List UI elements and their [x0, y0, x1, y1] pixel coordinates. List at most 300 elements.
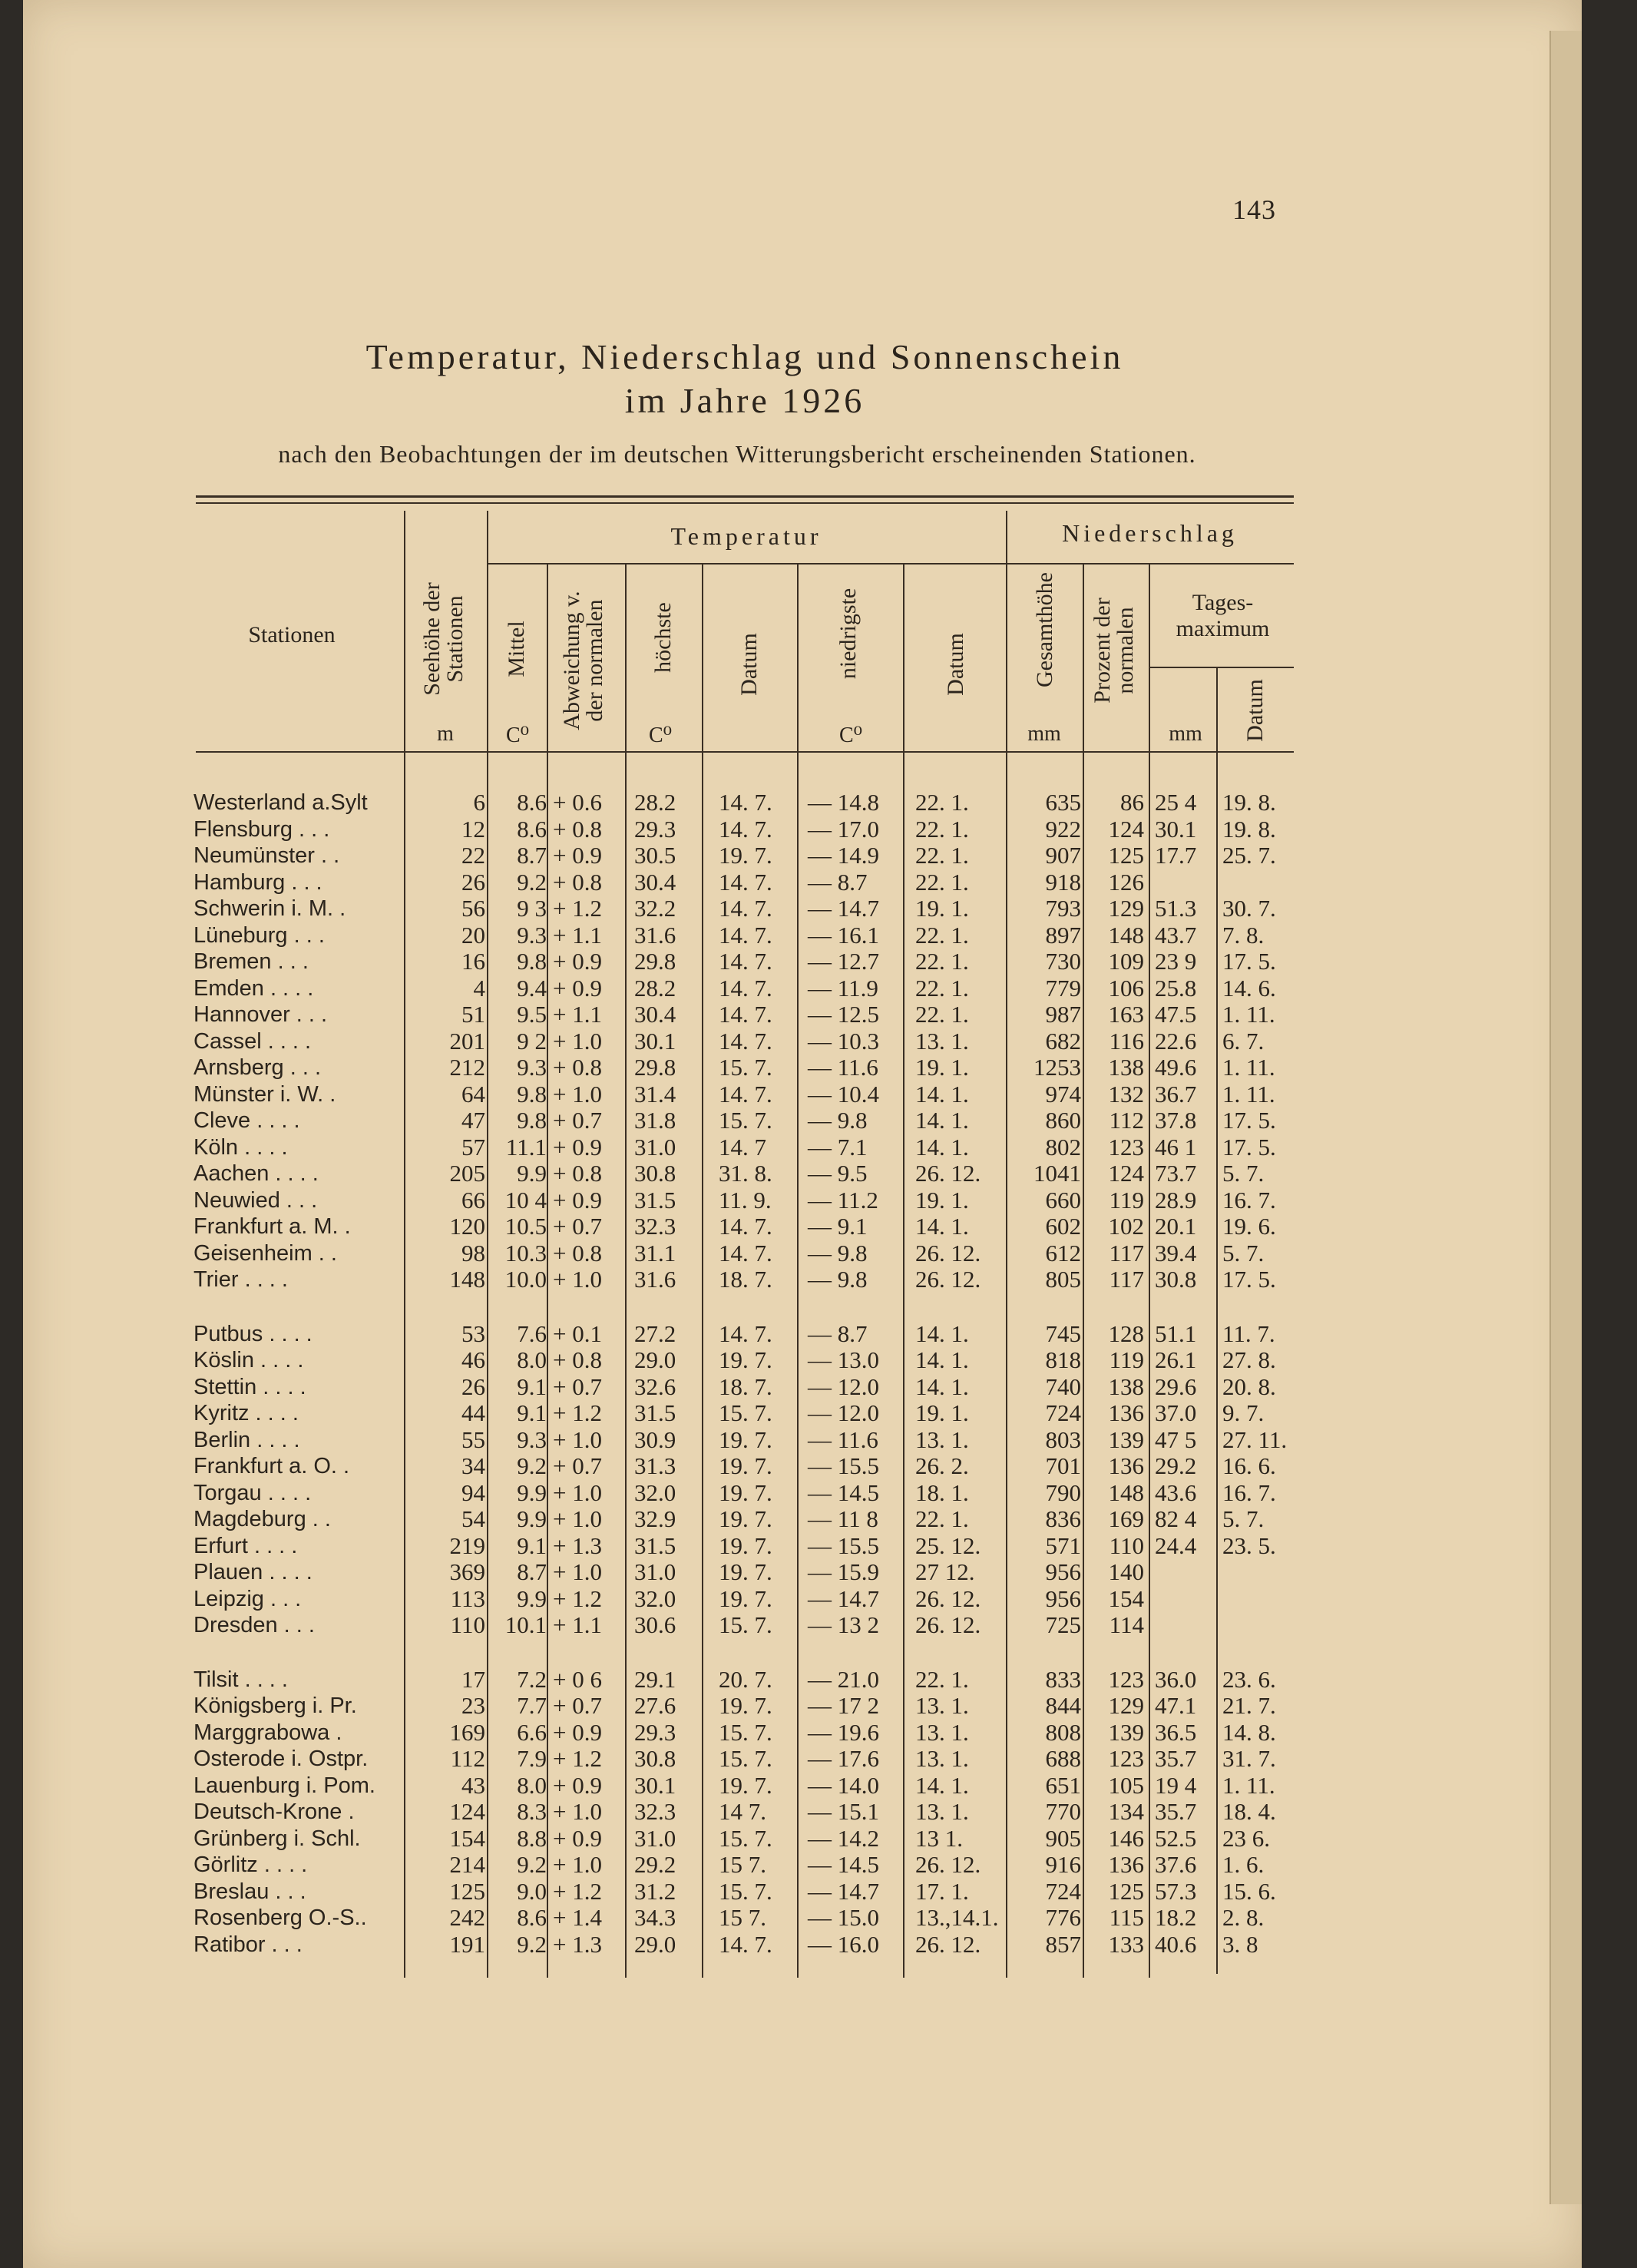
datum-hoechste: 15. 7.: [719, 1877, 772, 1905]
datum-niedrigste: 27 12.: [915, 1558, 975, 1585]
datum-hoechste: 18. 7.: [719, 1372, 772, 1400]
hoechste: 32.0: [634, 1584, 676, 1612]
book-page: [23, 0, 1582, 2268]
datum-tagesmaximum: 19. 6.: [1222, 1213, 1276, 1240]
prozent: 102: [1108, 1213, 1144, 1240]
tagesmaximum: 57.3: [1155, 1877, 1197, 1905]
datum-tagesmaximum: 11. 7.: [1222, 1319, 1275, 1347]
col-divider: [1149, 565, 1150, 1978]
gesamthoehe: 660: [1045, 1186, 1081, 1213]
station-name: Kyritz . . . .: [193, 1401, 299, 1425]
datum-hoechste: 19. 7.: [719, 1452, 772, 1479]
prozent: 112: [1109, 1107, 1144, 1134]
datum-niedrigste: 26. 2.: [915, 1452, 969, 1479]
datum-tagesmaximum: 7. 8.: [1222, 921, 1265, 949]
prozent: 138: [1108, 1372, 1144, 1400]
tagesmaximum: 23 9: [1155, 948, 1197, 975]
datum-tagesmaximum: 9. 7.: [1222, 1399, 1265, 1426]
col-divider: [797, 565, 799, 1978]
mittel: 9.9: [517, 1478, 547, 1506]
station-name: Stettin . . . .: [193, 1374, 306, 1399]
station-name: Torgau . . . .: [193, 1480, 312, 1505]
gesamthoehe: 724: [1045, 1877, 1081, 1905]
tagesmaximum: 40.6: [1155, 1930, 1197, 1958]
datum-tagesmaximum: 27. 8.: [1222, 1346, 1276, 1373]
header-temperatur: Temperatur: [670, 522, 822, 550]
datum-niedrigste: 19. 1.: [915, 1186, 969, 1213]
gesamthoehe: 1041: [1033, 1160, 1081, 1187]
station-name: Geisenheim . .: [193, 1240, 337, 1266]
station-name: Flensburg . . .: [193, 816, 330, 842]
prozent: 148: [1108, 1478, 1144, 1506]
seehoehe: 120: [449, 1213, 485, 1240]
niedrigste: — 13 2: [808, 1611, 879, 1638]
tagesmaximum: 47.1: [1155, 1692, 1197, 1719]
gesamthoehe: 770: [1045, 1798, 1081, 1825]
datum-tagesmaximum: 16. 6.: [1222, 1452, 1276, 1479]
datum-tagesmaximum: 3. 8: [1222, 1930, 1258, 1958]
prozent: 128: [1108, 1319, 1144, 1347]
seehoehe: 205: [449, 1160, 485, 1187]
hoechste: 31.8: [634, 1107, 676, 1134]
datum-niedrigste: 19. 1.: [915, 1054, 969, 1081]
hoechste: 31.2: [634, 1877, 676, 1905]
gesamthoehe: 805: [1045, 1266, 1081, 1293]
station-name: Lauenburg i. Pom.: [193, 1773, 375, 1798]
mittel: 10 4: [504, 1186, 547, 1213]
datum-niedrigste: 14. 1.: [915, 1213, 969, 1240]
abweichung: + 1.3: [553, 1930, 602, 1958]
unit-c-niedrigste: C⁰: [839, 723, 862, 747]
station-name: Plauen . . . .: [193, 1560, 313, 1584]
gesamthoehe: 956: [1045, 1558, 1081, 1585]
datum-hoechste: 14. 7.: [719, 815, 772, 843]
datum-niedrigste: 26. 12.: [915, 1930, 981, 1958]
niedrigste: — 15.9: [808, 1558, 879, 1585]
gesamthoehe: 987: [1045, 1001, 1081, 1028]
gesamthoehe: 857: [1045, 1930, 1081, 1958]
station-name: Neumünster . .: [193, 843, 340, 868]
datum-niedrigste: 26. 12.: [915, 1239, 981, 1266]
datum-tagesmaximum: 23. 5.: [1222, 1531, 1276, 1559]
datum-tagesmaximum: 5. 7.: [1222, 1505, 1265, 1532]
table-top-rule: [196, 495, 1294, 498]
tagesmaximum: 25.8: [1155, 974, 1197, 1002]
mittel: 11.1: [505, 1133, 547, 1160]
unit-c-mittel: C⁰: [506, 723, 529, 747]
datum-hoechste: 15. 7.: [719, 1054, 772, 1081]
datum-niedrigste: 19. 1.: [915, 895, 969, 922]
abweichung: + 0.9: [553, 948, 602, 975]
prozent: 138: [1108, 1054, 1144, 1081]
datum-niedrigste: 13. 1.: [915, 1027, 969, 1055]
header-datum-tagesmax: Datum: [1242, 679, 1268, 742]
seehoehe: 20: [461, 921, 485, 949]
prozent: 114: [1109, 1611, 1144, 1638]
hoechste: 30.8: [634, 1745, 676, 1772]
datum-niedrigste: 13. 1.: [915, 1718, 969, 1746]
seehoehe: 17: [461, 1665, 485, 1693]
mittel: 9.9: [517, 1584, 547, 1612]
gesamthoehe: 833: [1045, 1665, 1081, 1693]
abweichung: + 0.6: [553, 789, 602, 816]
station-name: Erfurt . . . .: [193, 1533, 298, 1558]
mittel: 9 2: [517, 1027, 547, 1055]
page-subtitle: nach den Beobachtungen der im deutschen Witterungsbericht erscheinenden Stationen.: [278, 440, 1196, 468]
abweichung: + 1.3: [553, 1531, 602, 1559]
niedrigste: — 10.3: [808, 1027, 879, 1055]
seehoehe: 369: [449, 1558, 485, 1585]
gesamthoehe: 688: [1045, 1745, 1081, 1772]
datum-niedrigste: 26. 12.: [915, 1851, 981, 1878]
niedrigste: — 17.0: [808, 815, 879, 843]
abweichung: + 1.2: [553, 1877, 602, 1905]
datum-hoechste: 15. 7.: [719, 1107, 772, 1134]
datum-tagesmaximum: 25. 7.: [1222, 842, 1276, 869]
datum-niedrigste: 13. 1.: [915, 1425, 969, 1453]
temperatur-group-rule: [487, 563, 1006, 565]
niedrigste: — 8.7: [808, 1319, 868, 1347]
niedrigste: — 15.5: [808, 1531, 879, 1559]
abweichung: + 0.1: [553, 1319, 602, 1347]
seehoehe: 53: [461, 1319, 485, 1347]
datum-hoechste: 19. 7.: [719, 1346, 772, 1373]
datum-niedrigste: 22. 1.: [915, 921, 969, 949]
datum-niedrigste: 22. 1.: [915, 1001, 969, 1028]
datum-hoechste: 15 7.: [719, 1904, 766, 1931]
datum-tagesmaximum: 1. 11.: [1222, 1001, 1275, 1028]
abweichung: + 0 6: [553, 1665, 602, 1693]
niedrigste: — 12.5: [808, 1001, 879, 1028]
unit-mm-gesamt: mm: [1027, 722, 1061, 746]
prozent: 146: [1108, 1824, 1144, 1852]
mittel: 8.0: [517, 1346, 547, 1373]
datum-hoechste: 19. 7.: [719, 1425, 772, 1453]
station-name: Ratibor . . .: [193, 1932, 303, 1957]
datum-tagesmaximum: 21. 7.: [1222, 1692, 1276, 1719]
gesamthoehe: 701: [1045, 1452, 1081, 1479]
prozent: 129: [1108, 895, 1144, 922]
tagesmaximum: 35.7: [1155, 1745, 1197, 1772]
mittel: 8.0: [517, 1771, 547, 1799]
datum-hoechste: 14. 7.: [719, 1001, 772, 1028]
hoechste: 30.1: [634, 1027, 676, 1055]
mittel: 9.3: [517, 1425, 547, 1453]
datum-tagesmaximum: 20. 8.: [1222, 1372, 1276, 1400]
seehoehe: 125: [449, 1877, 485, 1905]
prozent: 125: [1108, 1877, 1144, 1905]
datum-tagesmaximum: 27. 11.: [1222, 1425, 1288, 1453]
tagesmaximum: 36.5: [1155, 1718, 1197, 1746]
datum-hoechste: 15. 7.: [719, 1611, 772, 1638]
mittel: 9 3: [517, 895, 547, 922]
gesamthoehe: 905: [1045, 1824, 1081, 1852]
abweichung: + 0.8: [553, 1239, 602, 1266]
tagesmaximum: 22.6: [1155, 1027, 1197, 1055]
tagesmaximum: 17.7: [1155, 842, 1197, 869]
datum-tagesmaximum: 1. 6.: [1222, 1851, 1265, 1878]
prozent: 169: [1108, 1505, 1144, 1532]
niedrigste: — 7.1: [808, 1133, 868, 1160]
station-name: Deutsch-Krone .: [193, 1800, 355, 1824]
datum-niedrigste: 22. 1.: [915, 1505, 969, 1532]
gesamthoehe: 918: [1045, 868, 1081, 896]
prozent: 119: [1109, 1346, 1144, 1373]
tagesmaximum: 43.6: [1155, 1478, 1197, 1506]
tagesmaximum: 20.1: [1155, 1213, 1197, 1240]
niedrigste: — 11.6: [808, 1425, 878, 1453]
hoechste: 32.3: [634, 1798, 676, 1825]
unit-c-hoechste: C⁰: [649, 723, 672, 747]
abweichung: + 0.8: [553, 1054, 602, 1081]
niedrigste: — 12.0: [808, 1399, 879, 1426]
datum-hoechste: 14. 7: [719, 1133, 766, 1160]
hoechste: 30.4: [634, 868, 676, 896]
datum-hoechste: 19. 7.: [719, 1478, 772, 1506]
prozent: 133: [1108, 1930, 1144, 1958]
header-stationen: Stationen: [248, 622, 336, 647]
mittel: 9.1: [517, 1372, 547, 1400]
prozent: 154: [1108, 1584, 1144, 1612]
seehoehe: 124: [449, 1798, 485, 1825]
seehoehe: 34: [461, 1452, 485, 1479]
seehoehe: 6: [473, 789, 485, 816]
prozent: 163: [1108, 1001, 1144, 1028]
abweichung: + 0.8: [553, 868, 602, 896]
tagesmaximum: 19 4: [1155, 1771, 1197, 1799]
header-prozent: Prozent der normalen: [1090, 598, 1138, 704]
header-tagesmaximum-text: Tages-maximum: [1176, 590, 1270, 641]
station-name: Frankfurt a. M. .: [193, 1214, 351, 1239]
header-datum-hoechste: Datum: [736, 633, 762, 696]
datum-tagesmaximum: 2. 8.: [1222, 1904, 1265, 1931]
hoechste: 29.8: [634, 948, 676, 975]
datum-niedrigste: 22. 1.: [915, 974, 969, 1002]
station-name: Leipzig . . .: [193, 1586, 302, 1611]
tagesmaximum: 25 4: [1155, 789, 1197, 816]
abweichung: + 0.7: [553, 1372, 602, 1400]
gesamthoehe: 724: [1045, 1399, 1081, 1426]
header-datum-niedrigste: Datum: [943, 633, 968, 696]
mittel: 7.9: [517, 1745, 547, 1772]
seehoehe: 57: [461, 1133, 485, 1160]
header-niedrigste: niedrigste: [835, 588, 861, 680]
header-hoechste: höchste: [650, 602, 676, 673]
mittel: 8.7: [517, 842, 547, 869]
mittel: 8.7: [517, 1558, 547, 1585]
hoechste: 32.2: [634, 895, 676, 922]
gesamthoehe: 897: [1045, 921, 1081, 949]
mittel: 8.3: [517, 1798, 547, 1825]
tagesmaximum: 26.1: [1155, 1346, 1197, 1373]
abweichung: + 0.9: [553, 1133, 602, 1160]
prozent: 123: [1108, 1745, 1144, 1772]
mittel: 6.6: [517, 1718, 547, 1746]
page-number: 143: [1232, 194, 1276, 225]
abweichung: + 0.9: [553, 974, 602, 1002]
seehoehe: 110: [450, 1611, 485, 1638]
datum-hoechste: 14 7.: [719, 1798, 766, 1825]
mittel: 7.7: [517, 1692, 547, 1719]
hoechste: 31.5: [634, 1186, 676, 1213]
prozent: 115: [1109, 1904, 1144, 1931]
tagesmaximum: 37.8: [1155, 1107, 1197, 1134]
hoechste: 31.5: [634, 1531, 676, 1559]
datum-niedrigste: 19. 1.: [915, 1399, 969, 1426]
mittel: 9.1: [517, 1399, 547, 1426]
seehoehe: 98: [461, 1239, 485, 1266]
tagesmaximum: 37.0: [1155, 1399, 1197, 1426]
abweichung: + 0.8: [553, 815, 602, 843]
datum-niedrigste: 26. 12.: [915, 1611, 981, 1638]
datum-hoechste: 14. 7.: [719, 974, 772, 1002]
seehoehe: 46: [461, 1346, 485, 1373]
gesamthoehe: 612: [1045, 1239, 1081, 1266]
gesamthoehe: 776: [1045, 1904, 1081, 1931]
mittel: 9.9: [517, 1160, 547, 1187]
hoechste: 34.3: [634, 1904, 676, 1931]
seehoehe: 16: [461, 948, 485, 975]
abweichung: + 0.9: [553, 1771, 602, 1799]
station-name: Westerland a.Sylt: [193, 790, 368, 815]
station-name: Cassel . . . .: [193, 1028, 312, 1054]
station-name: Tilsit . . . .: [193, 1667, 288, 1692]
seehoehe: 191: [449, 1930, 485, 1958]
col-divider: [903, 565, 904, 1978]
prozent: 126: [1108, 868, 1144, 896]
seehoehe: 56: [461, 895, 485, 922]
seehoehe: 26: [461, 868, 485, 896]
abweichung: + 1.0: [553, 1080, 602, 1108]
datum-niedrigste: 26. 12.: [915, 1266, 981, 1293]
datum-tagesmaximum: 5. 7.: [1222, 1160, 1265, 1187]
mittel: 8.8: [517, 1824, 547, 1852]
station-name: Magdeburg . .: [193, 1507, 331, 1531]
gesamthoehe: 779: [1045, 974, 1081, 1002]
datum-hoechste: 14. 7.: [719, 921, 772, 949]
niedrigste: — 21.0: [808, 1665, 879, 1693]
mittel: 7.2: [517, 1665, 547, 1693]
mittel: 7.6: [517, 1319, 547, 1347]
hoechste: 28.2: [634, 974, 676, 1002]
hoechste: 29.1: [634, 1665, 676, 1693]
seehoehe: 55: [461, 1425, 485, 1453]
datum-hoechste: 11. 9.: [719, 1186, 772, 1213]
seehoehe: 94: [461, 1478, 485, 1506]
gesamthoehe: 808: [1045, 1718, 1081, 1746]
niedrigste: — 14.9: [808, 842, 879, 869]
datum-hoechste: 15. 7.: [719, 1399, 772, 1426]
tagesmaximum: 36.7: [1155, 1080, 1197, 1108]
datum-hoechste: 31. 8.: [719, 1160, 772, 1187]
datum-hoechste: 14. 7.: [719, 868, 772, 896]
niedrigste: — 15.1: [808, 1798, 879, 1825]
datum-hoechste: 19. 7.: [719, 1584, 772, 1612]
prozent: 134: [1108, 1798, 1144, 1825]
niedrigste: — 15.5: [808, 1452, 879, 1479]
mittel: 9.5: [517, 1001, 547, 1028]
datum-hoechste: 15. 7.: [719, 1745, 772, 1772]
hoechste: 31.6: [634, 921, 676, 949]
col-divider: [487, 511, 488, 1978]
prozent: 109: [1108, 948, 1144, 975]
prozent: 139: [1108, 1425, 1144, 1453]
datum-hoechste: 19. 7.: [719, 1558, 772, 1585]
abweichung: + 1.0: [553, 1425, 602, 1453]
station-name: Hamburg . . .: [193, 869, 322, 895]
header-mittel: Mittel: [504, 621, 529, 677]
tagesmaximum: 47.5: [1155, 1001, 1197, 1028]
hoechste: 30.8: [634, 1160, 676, 1187]
mittel: 9.1: [517, 1531, 547, 1559]
niedrigste: — 16.0: [808, 1930, 879, 1958]
abweichung: + 1.1: [553, 1001, 602, 1028]
niedrigste: — 11.6: [808, 1054, 878, 1081]
hoechste: 29.0: [634, 1346, 676, 1373]
datum-hoechste: 14. 7.: [719, 1027, 772, 1055]
datum-hoechste: 14. 7.: [719, 1213, 772, 1240]
seehoehe: 47: [461, 1107, 485, 1134]
station-name: Königsberg i. Pr.: [193, 1694, 357, 1718]
tagesmaximum: 35.7: [1155, 1798, 1197, 1825]
seehoehe: 154: [449, 1824, 485, 1852]
page-title: Temperatur, Niederschlag und Sonnenschein: [365, 337, 1124, 376]
datum-tagesmaximum: 15. 6.: [1222, 1877, 1276, 1905]
datum-tagesmaximum: 17. 5.: [1222, 948, 1276, 975]
datum-hoechste: 14. 7.: [719, 1080, 772, 1108]
datum-tagesmaximum: 18. 4.: [1222, 1798, 1276, 1825]
tagesmaximum: 39.4: [1155, 1239, 1197, 1266]
mittel: 9.8: [517, 1080, 547, 1108]
prozent: 148: [1108, 921, 1144, 949]
station-name: Frankfurt a. O. .: [193, 1454, 350, 1478]
hoechste: 32.9: [634, 1505, 676, 1532]
hoechste: 32.3: [634, 1213, 676, 1240]
station-name: Lüneburg . . .: [193, 922, 325, 948]
niedrigste: — 19.6: [808, 1718, 879, 1746]
mittel: 9.3: [517, 921, 547, 949]
col-divider: [702, 565, 703, 1978]
hoechste: 30.6: [634, 1611, 676, 1638]
prozent: 110: [1109, 1531, 1144, 1559]
abweichung: + 0.9: [553, 1186, 602, 1213]
abweichung: + 1.0: [553, 1798, 602, 1825]
abweichung: + 1.0: [553, 1851, 602, 1878]
prozent: 116: [1109, 1027, 1144, 1055]
seehoehe: 64: [461, 1080, 485, 1108]
hoechste: 30.4: [634, 1001, 676, 1028]
mittel: 9.8: [517, 1107, 547, 1134]
hoechste: 32.0: [634, 1478, 676, 1506]
datum-niedrigste: 14. 1.: [915, 1346, 969, 1373]
datum-tagesmaximum: 5. 7.: [1222, 1239, 1265, 1266]
prozent: 124: [1108, 815, 1144, 843]
hoechste: 30.1: [634, 1771, 676, 1799]
tagesmaximum: 49.6: [1155, 1054, 1197, 1081]
datum-niedrigste: 14. 1.: [915, 1080, 969, 1108]
abweichung: + 1.1: [553, 1611, 602, 1638]
prozent: 105: [1108, 1771, 1144, 1799]
prozent: 86: [1120, 789, 1144, 816]
datum-hoechste: 19. 7.: [719, 1692, 772, 1719]
datum-niedrigste: 14. 1.: [915, 1372, 969, 1400]
header-tagesmaximum: [1152, 590, 1294, 642]
prozent: 117: [1109, 1239, 1144, 1266]
datum-hoechste: 14. 7.: [719, 1930, 772, 1958]
tagesmaximum: 82 4: [1155, 1505, 1197, 1532]
mittel: 9.4: [517, 974, 547, 1002]
hoechste: 31.3: [634, 1452, 676, 1479]
